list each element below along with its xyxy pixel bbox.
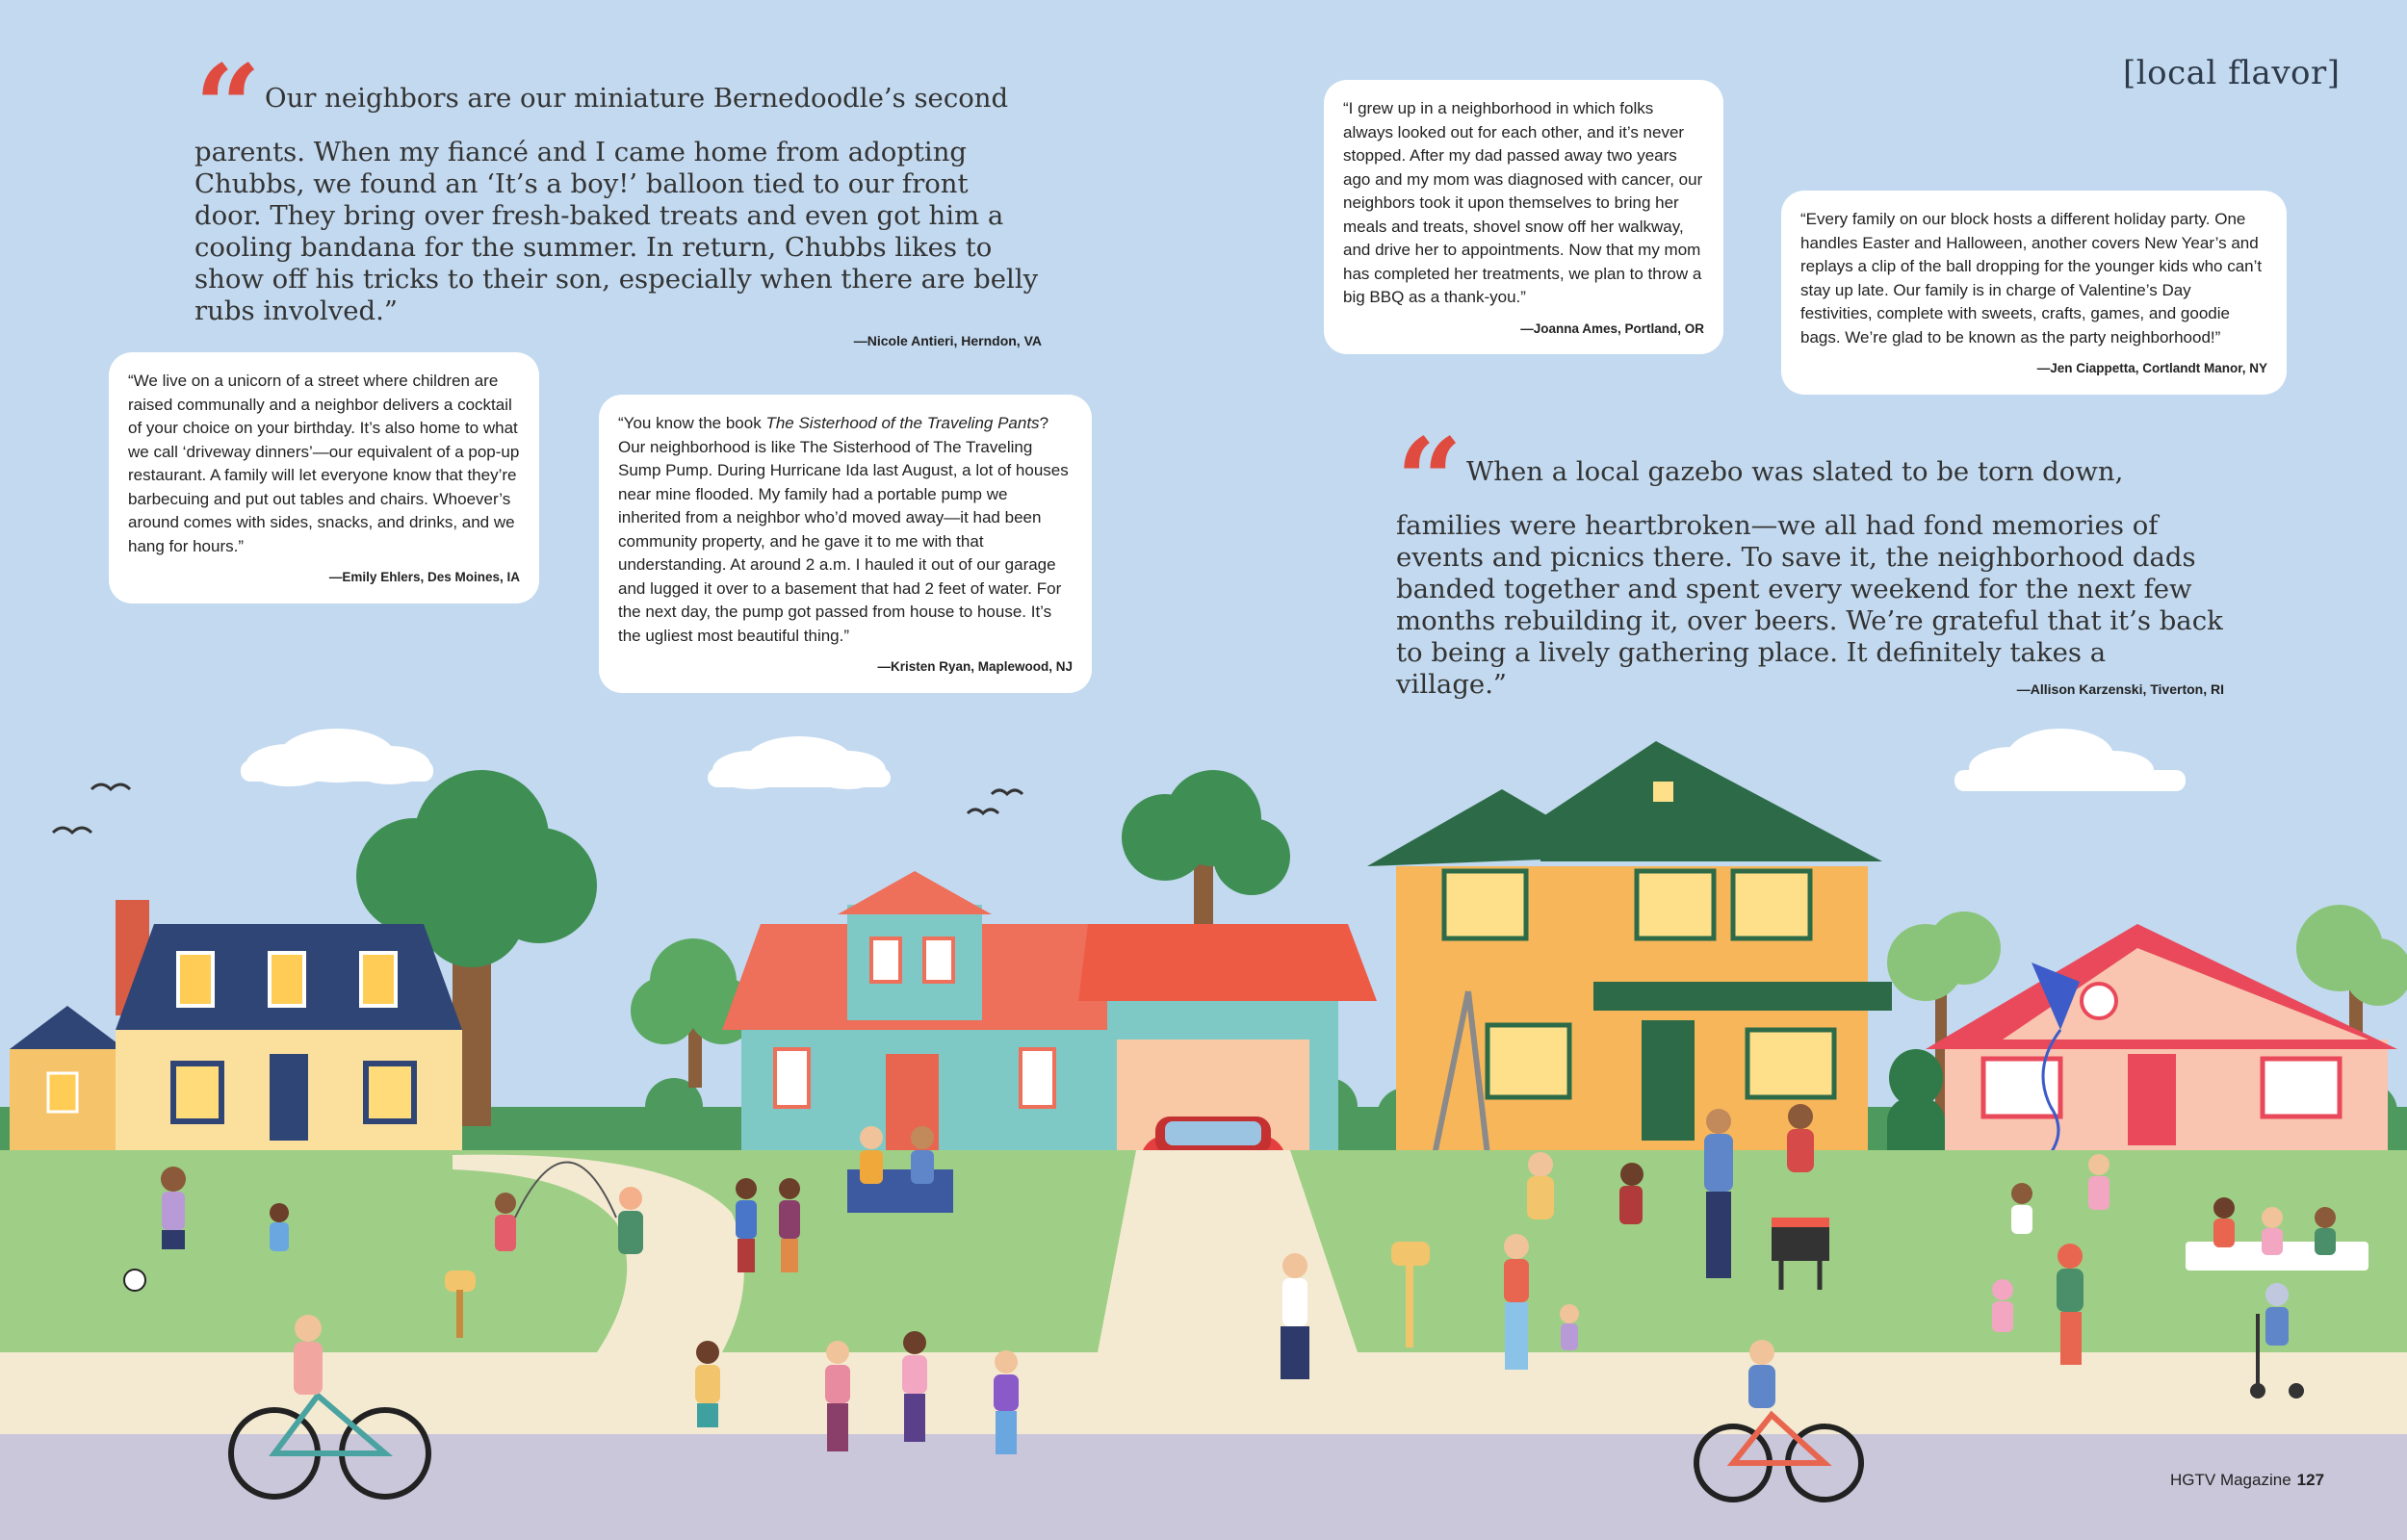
quote-card-attribution: —Kristen Ryan, Maplewood, NJ — [877, 659, 1073, 674]
quote-card-emily — [109, 352, 539, 603]
quote-card-attribution: —Jen Ciappetta, Cortlandt Manor, NY — [2036, 361, 2267, 375]
house-teal — [722, 871, 1377, 1155]
sidewalk — [0, 1352, 2407, 1434]
cloud — [241, 729, 433, 786]
pull-quote-nicole — [194, 39, 1042, 348]
book-title: The Sisterhood of the Traveling Pants — [765, 414, 1040, 432]
cloud — [708, 736, 891, 789]
quote-card-jen — [1781, 191, 2287, 395]
quote-card-text-rest: ? Our neighborhood is like The Sisterhood of The Traveling Sump Pump. During Hurricane Ida last August, a lot of houses near mine flooded. My family had a portable pump we inherited from a neighbor who’d moved away—it had been community property, and he gave it to me with that understanding. At around 2 a.m. I hauled it out of our garage and lugged it over to a basement that had 2 feet of water. For the next day, the pump got passed from house to house. It’s the ugliest most beautiful thing.” — [618, 414, 1069, 645]
quote-card-text-open: “You know the book — [618, 414, 766, 432]
pull-quote-text: Our neighbors are our miniature Bernedoodle’s second parents. When my fiancé and I came home from adopting Chubbs, we found an ‘It’s a boy!’ balloon tied to our front door. They bring over fresh-baked treats and even got him a cooling bandana for the summer. In return, Chubbs likes to show off his tricks to their son, especially when there are belly rubs involved.” — [194, 83, 1039, 326]
magazine-name: HGTV Magazine — [2170, 1471, 2291, 1489]
pull-quote-attribution: —Allison Karzenski, Tiverton, RI — [2016, 681, 2224, 697]
house-orange — [1367, 741, 1892, 1155]
page-number: 127 — [2296, 1471, 2325, 1489]
quote-card-text: “Every family on our block hosts a different holiday party. One handles Easter and Halloween, another covers New Year’s and replays a clip of the ball dropping for the younger kids who can’t stay up late. Our family is in charge of Valentine’s Day festivities, complete with sweets, crafts, games, and goodie bags. We’re glad to be known as the party neighborhood!” — [1800, 210, 2263, 346]
house-blue-roof — [10, 900, 462, 1155]
quote-mark-icon: “ — [194, 39, 262, 175]
pull-quote-allison — [1396, 413, 2224, 700]
pull-quote-attribution: —Nicole Antieri, Herndon, VA — [853, 333, 1042, 348]
quote-card-kristen — [599, 395, 1092, 693]
quote-mark-icon: “ — [1396, 413, 1463, 549]
quote-card-text: “I grew up in a neighborhood in which folks always looked out for each other, and it’s never stopped. After my dad passed away two years ago and my mom was diagnosed with cancer, our neighbors took it upon themselves to bring her meals and treats, shovel snow off her walkway, and drive her to appointments. Now that my mom has completed her treatments, we plan to throw a big BBQ as a thank-you.” — [1343, 99, 1703, 306]
quote-card-text: “We live on a unicorn of a street where children are raised communally and a neighbor delivers a cocktail of your choice on your birthday. It’s also home to what we call ‘driveway dinners’—our equivalent of a pop-up restaurant. A family will let everyone know that they’re barbecuing and put out tables and chairs. Whoever’s around comes with sides, snacks, and drinks, and we hang for hours.” — [128, 372, 520, 555]
quote-card-attribution: —Joanna Ames, Portland, OR — [1520, 321, 1704, 336]
cyclist — [1748, 1340, 1775, 1408]
section-tag: [local flavor] — [2123, 54, 2341, 92]
quote-card-attribution: —Emily Ehlers, Des Moines, IA — [328, 570, 520, 584]
pull-quote-text: When a local gazebo was slated to be torn down, families were heartbroken—we all had fond memories of events and picnics there. To save it, the neighborhood dads banded together and spent every weekend for the next few months rebuilding it, over beers. We’re grateful that it’s back to being a lively gathering place. It definitely takes a village.” — [1396, 456, 2223, 700]
quote-card-joanna — [1324, 80, 1723, 354]
cyclist — [294, 1315, 323, 1395]
page-footer — [2170, 1471, 2324, 1490]
cloud — [1954, 729, 2186, 791]
